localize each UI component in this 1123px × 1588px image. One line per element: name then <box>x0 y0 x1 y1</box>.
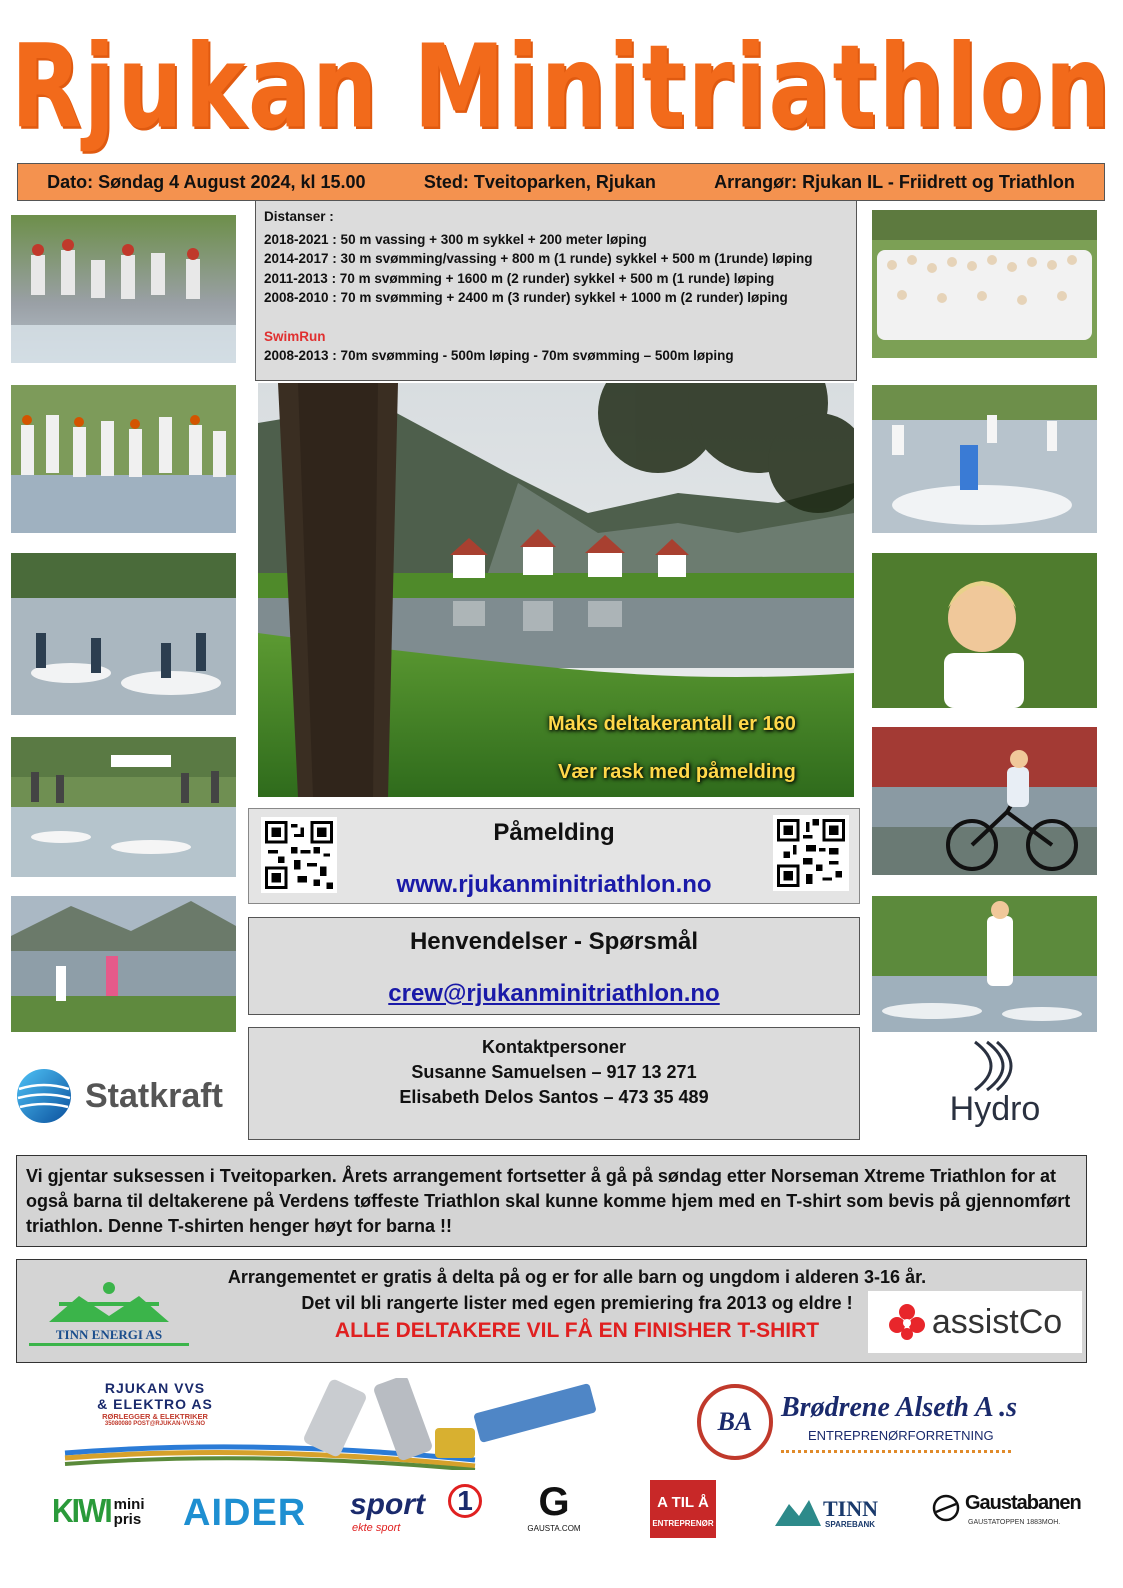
alseth-name: Brødrene Alseth A .s <box>781 1392 1017 1423</box>
distance-row: 2008-2010 : 70 m svømming + 2400 m (3 runder) sykkel + 1000 m (2 runder) løping <box>264 290 788 305</box>
main-photo-tveitoparken <box>258 383 854 797</box>
kiwi-mini: mini <box>113 1496 145 1513</box>
alseth-badge <box>697 1384 773 1460</box>
photo-girl-running <box>872 553 1097 708</box>
sport1-tagline: ekte sport <box>352 1522 401 1534</box>
contact-email-link[interactable]: crew@rjukanminitriathlon.no <box>388 980 720 1007</box>
statkraft-wordmark: Statkraft <box>85 1076 223 1115</box>
event-organizer: Arrangør: Rjukan IL - Friidrett og Triathlon <box>714 171 1075 192</box>
distances-box <box>255 200 857 381</box>
hydro-wordmark: Hydro <box>949 1090 1041 1128</box>
poster-title: Rjukan Minitriathlon <box>10 20 1113 154</box>
aider-logo: AIDER <box>183 1492 307 1534</box>
contact-heading: Henvendelser - Spørsmål <box>409 928 699 955</box>
assistco-logo <box>868 1291 1082 1353</box>
contact-persons-heading: Kontaktpersoner <box>481 1037 627 1057</box>
tinn-energi-logo <box>29 1282 189 1344</box>
atila-subtitle: ENTREPRENØR <box>652 1519 714 1528</box>
max-participants-caption: Maks deltakerantall er 160 <box>548 713 796 735</box>
statkraft-globe-icon <box>15 1067 73 1125</box>
photo-kids-swimming-pond <box>11 553 236 715</box>
distance-row: 2014-2017 : 30 m svømming/vassing + 800 m (1 runde) sykkel + 500 m (1runde) løping <box>264 251 813 266</box>
photo-kids-running-by-pond <box>11 896 236 1032</box>
register-quickly-caption: Vær rask med påmelding <box>558 761 796 783</box>
contact-person: Elisabeth Delos Santos – 473 35 489 <box>399 1087 709 1107</box>
atila-name: A TIL Å <box>657 1494 709 1511</box>
distance-row: 2011-2013 : 70 m svømming + 1600 m (2 runder) sykkel + 500 m (1 runde) løping <box>264 270 775 286</box>
distances-heading: Distanser : <box>264 209 334 224</box>
tinn-sparebank-subtitle: SPAREBANK <box>825 1520 876 1529</box>
sport1-wordmark: sport <box>350 1488 425 1521</box>
rjukan-vvs-name-line2: & ELEKTRO AS <box>97 1396 213 1412</box>
registration-box <box>248 808 860 904</box>
alseth-badge-letters: BA <box>717 1407 753 1436</box>
gausta-url: GAUSTA.COM <box>527 1524 581 1533</box>
gausta-letter: G <box>538 1480 570 1524</box>
kiwi-pris: pris <box>113 1511 142 1528</box>
gaustabanen-subtitle: GAUSTATOPPEN 1883MOH. <box>968 1519 1061 1526</box>
atila-logo <box>650 1480 716 1538</box>
statkraft-logo <box>15 1066 230 1126</box>
photo-swim-start-crowd <box>11 737 236 877</box>
registration-heading: Påmelding <box>493 819 615 846</box>
free-entry-box <box>16 1259 1087 1363</box>
rjukan-vvs-trade: RØRLEGGER & ELEKTRIKER <box>102 1412 208 1421</box>
contact-person: Susanne Samuelsen – 917 13 271 <box>411 1062 697 1082</box>
photo-kids-splashing <box>872 385 1097 533</box>
rjukan-vvs-name-line1: RJUKAN VVS <box>104 1380 206 1396</box>
photo-kids-running-water-1 <box>11 215 236 363</box>
qr-code-right[interactable] <box>773 815 849 891</box>
gausta-logo <box>524 1480 584 1540</box>
swimrun-row: 2008-2013 : 70m svømming - 500m løping - 70m svømming – 500m løping <box>264 348 734 363</box>
gaustabanen-logo <box>932 1492 1081 1534</box>
contact-persons-box <box>248 1027 860 1140</box>
kiwi-wordmark: KIWI <box>52 1493 111 1530</box>
tinn-sparebank-mountain-icon <box>775 1498 821 1526</box>
swimrun-heading: SwimRun <box>264 328 326 344</box>
contact-box <box>248 917 860 1015</box>
hydro-logo <box>940 1040 1050 1140</box>
free-entry-line: Arrangementet er gratis å delta på og er for alle barn og ungdom i alderen 3-16 år. <box>227 1267 927 1287</box>
finisher-tshirt-line: ALLE DELTAKERE VIL FÅ EN FINISHER T-SHIRT <box>334 1319 820 1342</box>
gaustabanen-wordmark: Gaustabanen <box>965 1492 1081 1514</box>
alseth-subtitle: ENTREPRENØRFORRETNING <box>808 1428 994 1443</box>
photo-girl-running-water <box>872 896 1097 1032</box>
rjukan-vvs-logo <box>55 1378 630 1470</box>
distance-row: 2018-2021 : 50 m vassing + 300 m sykkel + 200 meter løping <box>264 231 647 247</box>
ranking-line: Det vil bli rangerte lister med egen premiering fra 2013 og eldre ! <box>301 1293 853 1313</box>
event-info-bar <box>17 163 1105 201</box>
assistco-flower-icon <box>888 1303 926 1341</box>
assistco-wordmark: assistCo <box>931 1302 1063 1341</box>
hydro-symbol-icon <box>967 1040 1023 1092</box>
tinn-energi-wordmark: TINN ENERGI AS <box>29 1327 189 1346</box>
brodrene-alseth-logo <box>695 1382 1025 1462</box>
description-box: Vi gjentar suksessen i Tveitoparken. Årets arrangement fortsetter å gå på søndag etter Norseman Xtreme Triathlon for at også barna til deltakerene på Verdens tøffeste Triathlon skal kunne komme hjem med en T-shirt som bevis på gjennomført triathlon. Denne T-shirten henger høyt for barna !! <box>16 1155 1087 1247</box>
sport1-number: 1 <box>448 1484 482 1518</box>
photo-kids-running-water-2 <box>11 385 236 533</box>
tinn-sparebank-logo <box>775 1496 885 1532</box>
event-date: Dato: Søndag 4 August 2024, kl 15.00 <box>47 171 366 192</box>
event-place: Sted: Tveitoparken, Rjukan <box>423 171 656 192</box>
photo-cyclist <box>872 727 1097 875</box>
registration-url-link[interactable]: www.rjukanminitriathlon.no <box>396 871 712 898</box>
sport1-logo <box>350 1484 485 1536</box>
tinn-sparebank-name: TINN <box>823 1496 879 1521</box>
gaustabanen-circle-icon <box>932 1494 960 1522</box>
rjukan-vvs-contact: 35080080 POST@RJUKAN-VVS.NO <box>104 1421 206 1427</box>
tinn-energi-figure-icon <box>29 1282 189 1322</box>
photo-group-participants <box>872 210 1097 358</box>
kiwi-logo <box>52 1494 152 1530</box>
